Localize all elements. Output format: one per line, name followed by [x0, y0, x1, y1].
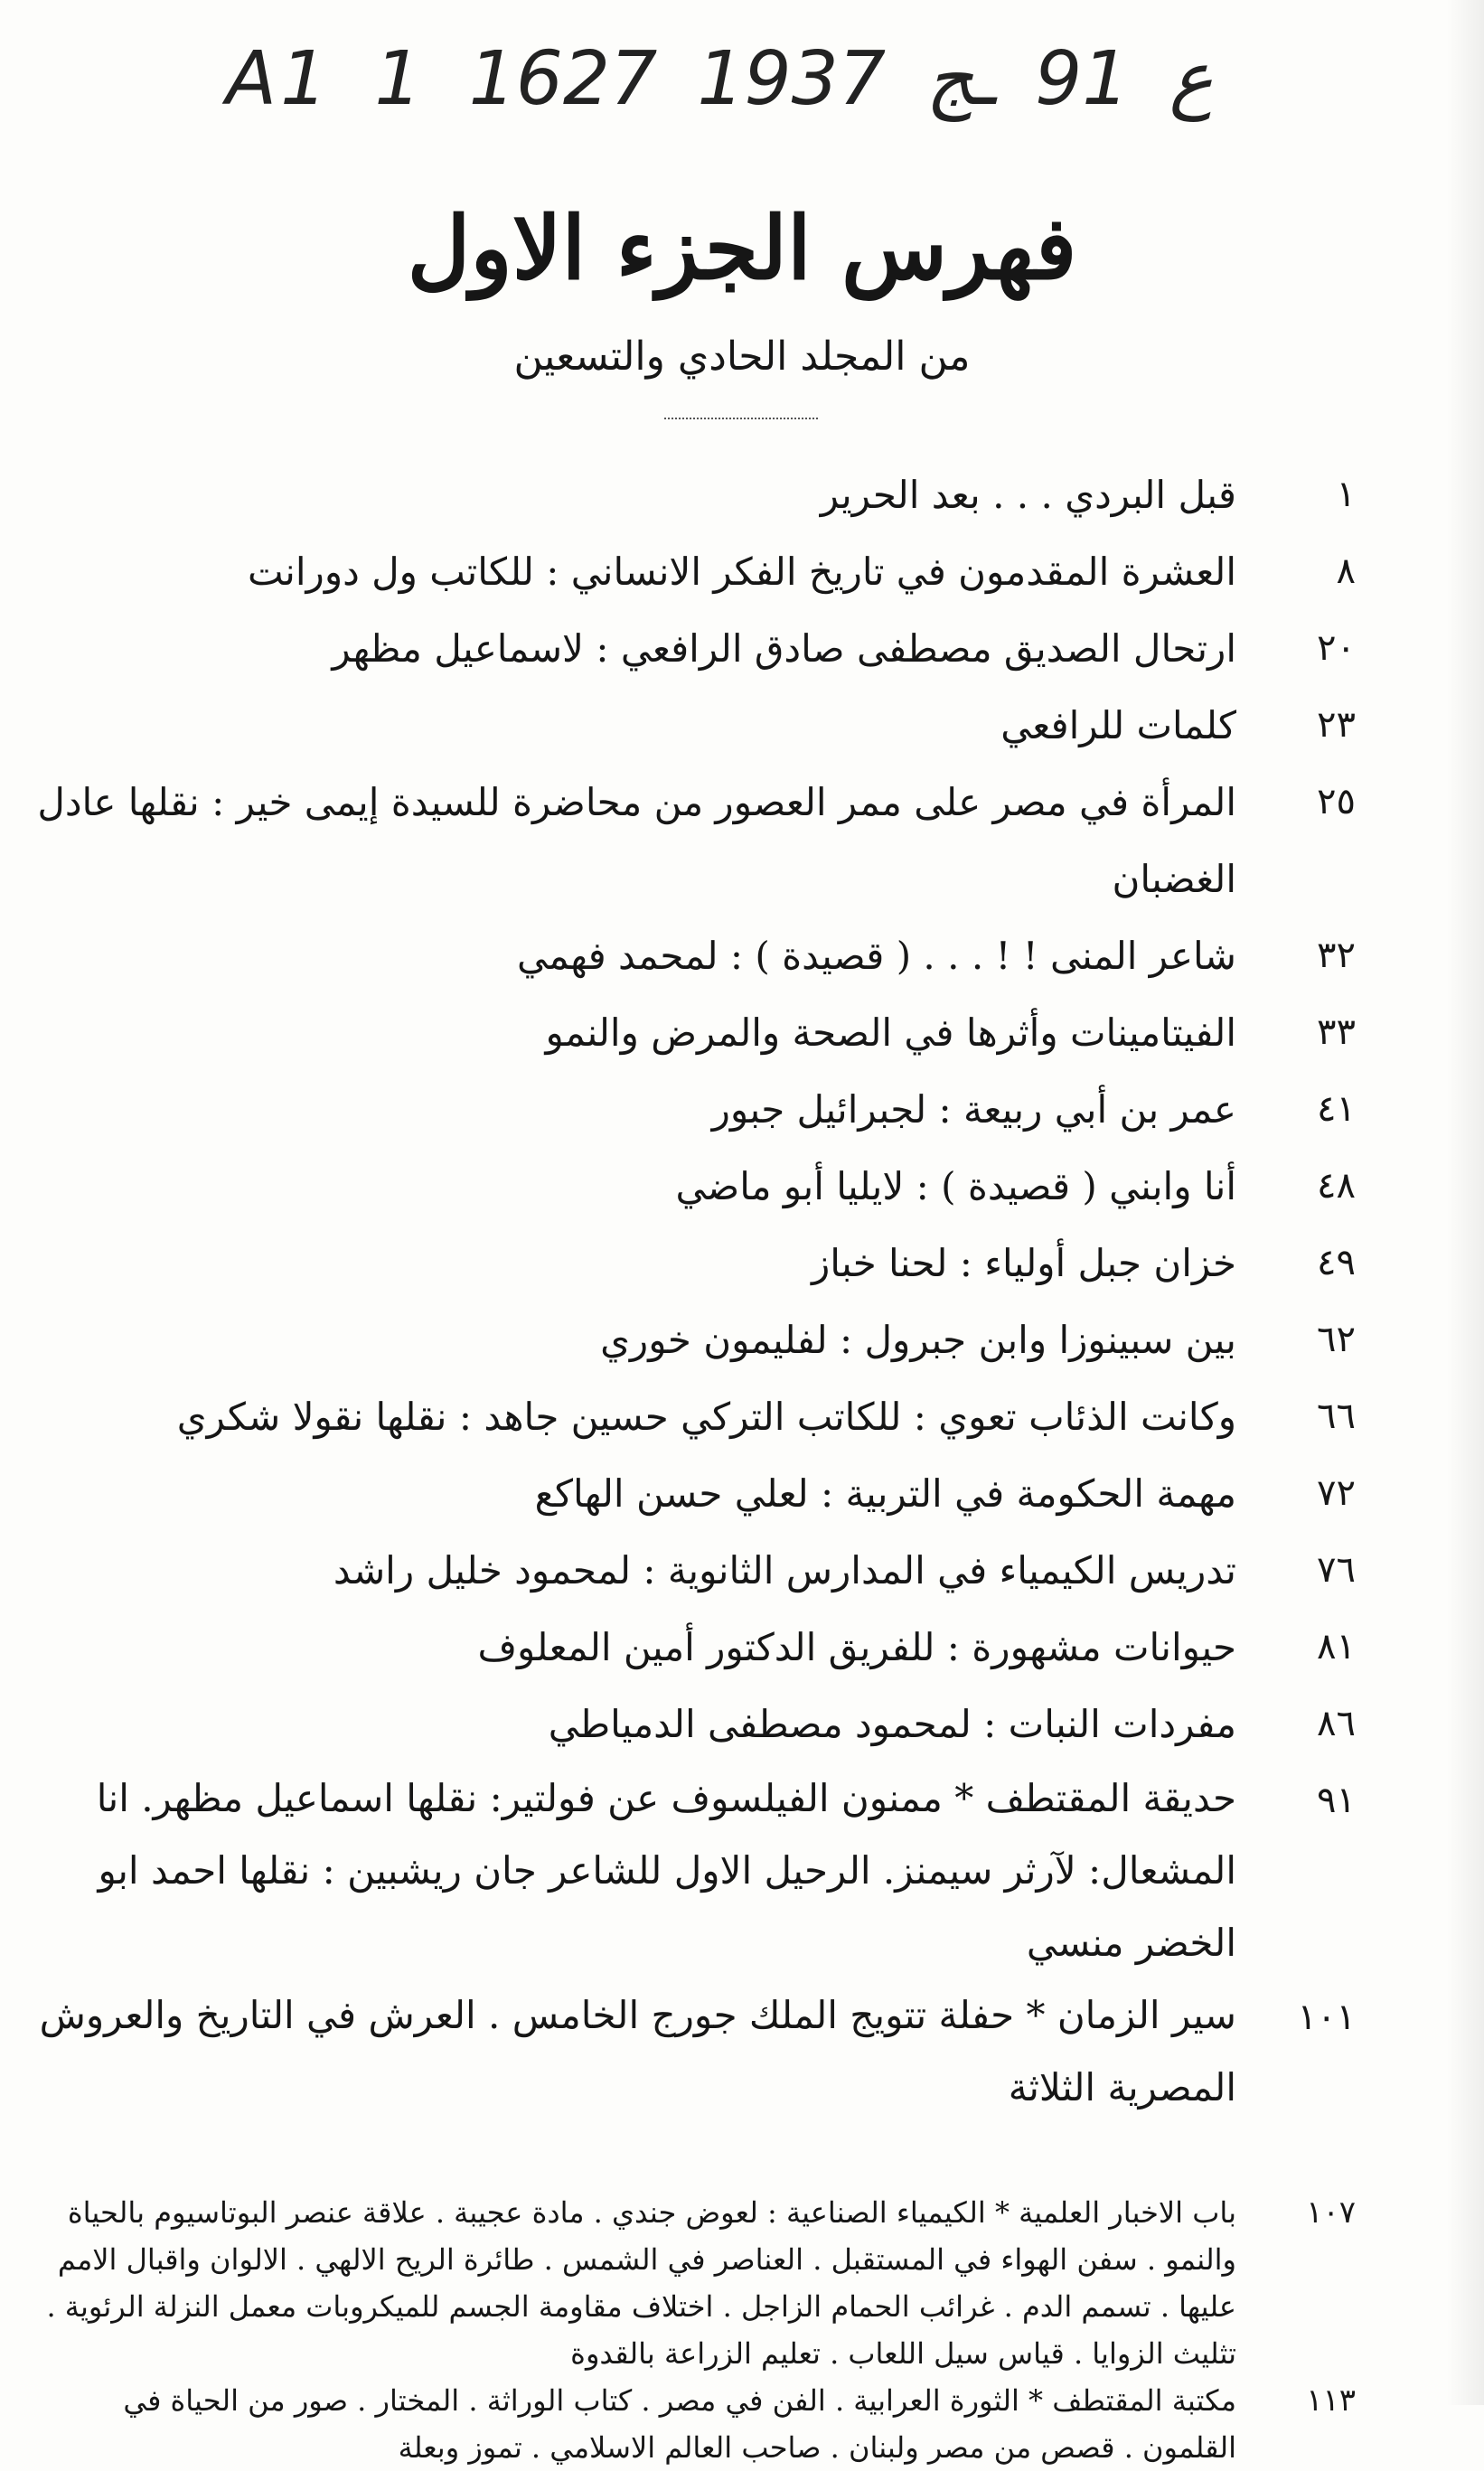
- toc-entry-title: مكتبة المقتطف * الثورة العرابية . الفن في مصر . كتاب الوراثة . المختار . صور من الحياة في القلمون . قصص من مصر ولبنان . صاحب العالم الاسلامي . تموز وبعلة: [123, 2383, 1236, 2465]
- table-of-contents: [36, 456, 1356, 2471]
- toc-entry-title: حيوانات مشهورة : للفريق الدكتور أمين المعلوف: [477, 1625, 1236, 1669]
- toc-entry-title: ارتحال الصديق مصطفى صادق الرافعي : لاسماعيل مظهر: [332, 626, 1236, 671]
- toc-entry-title: مفردات النبات : لمحمود مصطفى الدمياطي: [548, 1702, 1236, 1746]
- toc-entry-title: خزان جبل أولياء : لحنا خباز: [811, 1241, 1236, 1285]
- toc-entry: [36, 1609, 1356, 1686]
- toc-page-number: ١: [1336, 474, 1356, 515]
- toc-page-number: ١١٣: [1306, 2382, 1356, 2419]
- toc-entry-title: أنا وابني ( قصيدة ) : لايليا أبو ماضي: [675, 1164, 1236, 1208]
- toc-entry-title: شاعر المنى ! ! . . . ( قصيدة ) : لمحمد فهمي: [516, 934, 1236, 978]
- toc-entry: [36, 687, 1356, 764]
- toc-page-number: ٨: [1336, 550, 1356, 592]
- toc-page-number: ٦٢: [1317, 1319, 1356, 1360]
- toc-page-number: ٨١: [1317, 1626, 1356, 1668]
- toc-entry: [36, 456, 1356, 533]
- toc-entry-small: [36, 2189, 1356, 2377]
- toc-entry-title: قبل البردي . . . بعد الحرير: [820, 473, 1236, 517]
- toc-entry: [36, 994, 1356, 1071]
- toc-page-number: ١٠١: [1297, 1997, 1356, 2038]
- toc-page-number: ٤٩: [1317, 1242, 1356, 1283]
- toc-entry-title: العشرة المقدمون في تاريخ الفكر الانساني : للكاتب ول دورانت: [247, 550, 1236, 594]
- toc-entry-title: وكانت الذئاب تعوي : للكاتب التركي حسين جاهد : نقلها نقولا شكري: [176, 1395, 1236, 1439]
- toc-entry-title: الفيتامينات وأثرها في الصحة والمرض والنمو: [545, 1010, 1236, 1055]
- toc-entry-title: باب الاخبار العلمية * الكيمياء الصناعية : لعوض جندي . مادة عجيبة . علاقة عنصر البوتاسيوم بالحياة والنمو . سفن الهواء في المستقبل . العناصر في الشمس . طائرة الريح الالهي . الالوان واقبال الامم عليها . تسمم الدم . غرائب الحمام الزاجل . اختلاف مقاومة الجسم للميكروبات معمل النزلة الرئوية . تثليث الزوايا . قياس سيل اللعاب . تعليم الزراعة بالقدوة: [46, 2195, 1236, 2371]
- toc-entry: [36, 1686, 1356, 1762]
- toc-entry: [36, 1071, 1356, 1148]
- toc-entry: [36, 1378, 1356, 1455]
- toc-entry: [36, 1979, 1356, 2124]
- handwritten-catalog-note: A1 1 ع 91 ـج 1937 1627: [226, 36, 1214, 122]
- toc-page-number: ٨٦: [1317, 1703, 1356, 1744]
- toc-entry-title: مهمة الحكومة في التربية : لعلي حسن الهاكع: [534, 1471, 1236, 1516]
- toc-page-number: ٧٦: [1317, 1549, 1356, 1591]
- toc-entry-title: المرأة في مصر على ممر العصور من محاضرة للسيدة إيمى خير : نقلها عادل الغضبان: [37, 780, 1236, 901]
- toc-entry: [36, 610, 1356, 687]
- toc-page-number: ٦٦: [1317, 1395, 1356, 1437]
- toc-entry-title: عمر بن أبي ربيعة : لجبرائيل جبور: [711, 1087, 1236, 1132]
- toc-page-number: ٤١: [1317, 1088, 1356, 1130]
- toc-entry: [36, 1301, 1356, 1378]
- toc-entry-title: تدريس الكيمياء في المدارس الثانوية : لمحمود خليل راشد: [333, 1548, 1236, 1593]
- toc-entry: [36, 764, 1356, 917]
- toc-page-number: ٣٣: [1317, 1011, 1356, 1053]
- toc-entry: [36, 1532, 1356, 1609]
- toc-entry: [36, 1762, 1356, 1979]
- toc-page-number: ٧٢: [1317, 1472, 1356, 1514]
- toc-entry: [36, 917, 1356, 994]
- toc-page-number: ٢٠: [1317, 627, 1356, 669]
- toc-entry: [36, 533, 1356, 610]
- title-divider: [664, 418, 818, 419]
- toc-entry-title: بين سبينوزا وابن جبرول : لفليمون خوري: [600, 1318, 1236, 1362]
- toc-page-number: ١٠٧: [1306, 2194, 1356, 2231]
- toc-entry: [36, 1148, 1356, 1225]
- toc-entry-title: حديقة المقتطف * ممنون الفيلسوف عن فولتير: نقلها اسماعيل مظهر. انا المشعال: لآرثر سيمنز. الرحيل الاول للشاعر جان ريشبين : نقلها احمد ابو الخضر منسي: [96, 1776, 1236, 1965]
- toc-page-number: ٢٥: [1317, 781, 1356, 822]
- toc-page-number: ٣٢: [1317, 935, 1356, 976]
- toc-page-number: ٢٣: [1317, 704, 1356, 746]
- toc-page-number: ٤٨: [1317, 1165, 1356, 1207]
- toc-entry-small: [36, 2377, 1356, 2471]
- toc-entry: [36, 1455, 1356, 1532]
- toc-page-number: ٩١: [1317, 1780, 1356, 1821]
- section-spacer: [36, 2124, 1356, 2189]
- toc-entry: [36, 1225, 1356, 1301]
- page-title: فهرس الجزء الاول: [407, 197, 1077, 299]
- page-subtitle: من المجلد الحادي والتسعين: [513, 334, 971, 380]
- toc-entry-title: سير الزمان * حفلة تتويج الملك جورج الخامس . العرش في التاريخ والعروش المصرية الثلاثة: [39, 1993, 1236, 2109]
- toc-entry-title: كلمات للرافعي: [1000, 703, 1236, 747]
